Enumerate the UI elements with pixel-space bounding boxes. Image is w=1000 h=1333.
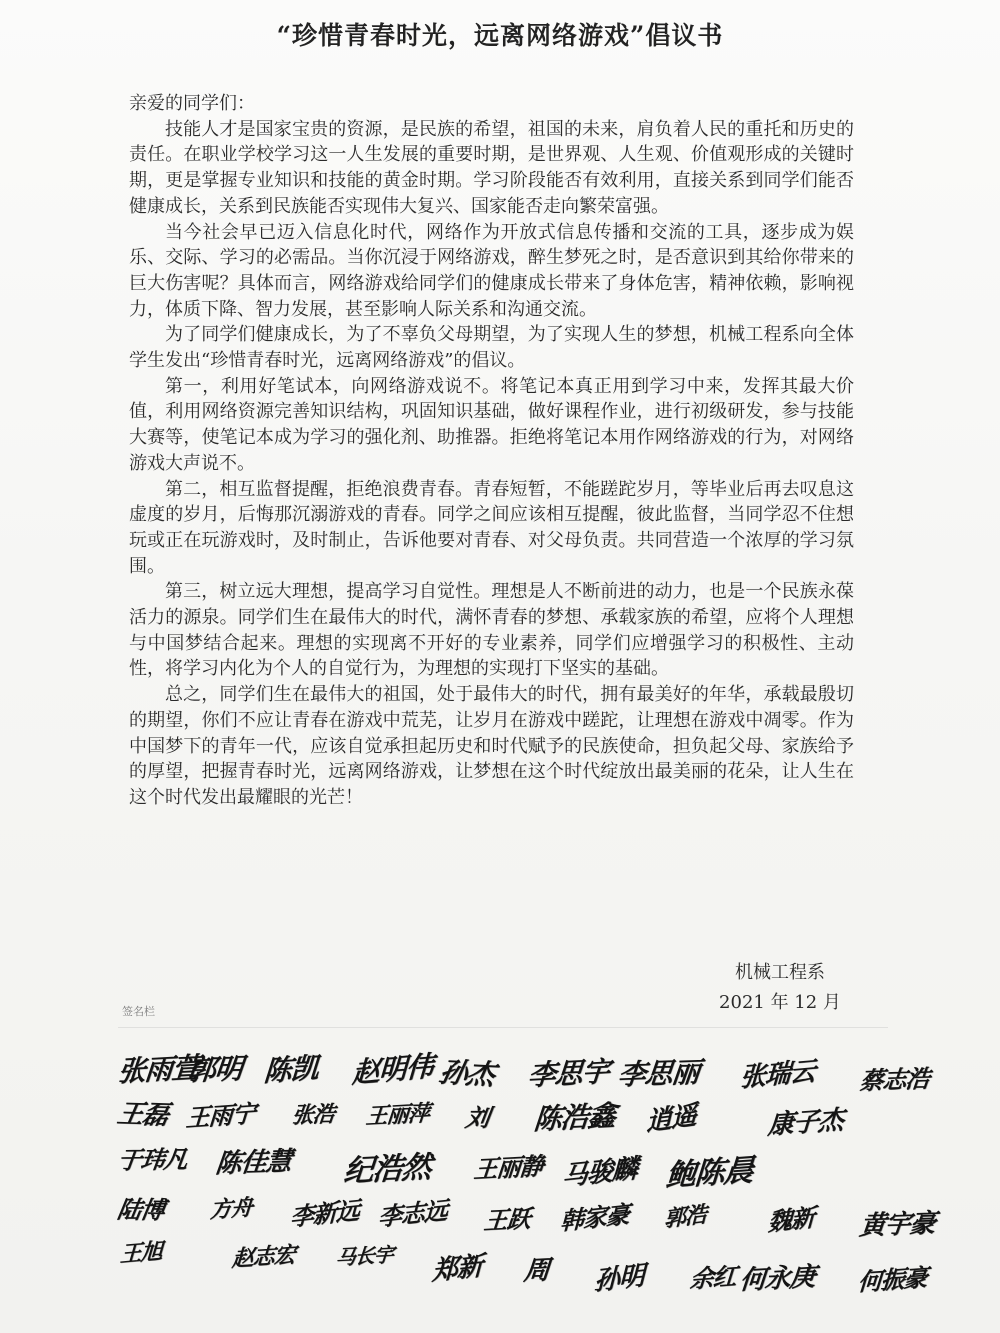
signature: 马骏麟 xyxy=(561,1153,638,1193)
signature: 陈浩鑫 xyxy=(532,1098,617,1137)
document-title: “珍惜青春时光，远离网络游戏”倡议书 xyxy=(276,21,724,50)
signature: 赵明伟 xyxy=(351,1049,434,1090)
signature: 鲍陈晨 xyxy=(664,1152,754,1195)
signature: 黄宇豪 xyxy=(858,1208,937,1242)
signature: 蔡志浩 xyxy=(858,1064,931,1096)
signature-label: 签名栏 xyxy=(122,1005,155,1018)
paragraph-proposal: 为了同学们健康成长，为了不辜负父母期望，为了实现人生的梦想，机械工程系向全体学生发出“珍惜青春时光，远离网络游戏”的倡议。 xyxy=(129,324,854,372)
signature: 郭明 xyxy=(186,1051,244,1088)
sign-off xyxy=(700,958,860,1018)
signature: 魏新 xyxy=(767,1203,815,1237)
signature: 刘 xyxy=(463,1104,491,1132)
signature: 王丽静 xyxy=(472,1152,544,1184)
signature: 周 xyxy=(522,1255,551,1287)
salutation: 亲爱的同学们： xyxy=(129,93,255,114)
signature: 郑新 xyxy=(431,1251,483,1287)
signature: 李志远 xyxy=(377,1196,448,1232)
signature: 方舟 xyxy=(209,1195,253,1224)
paragraph-conclusion: 总之，同学们生在最伟大的祖国，处于最伟大的时代，拥有最美好的年华，承载最殷切的期望，你们不应让青春在游戏中荒芜，让岁月在游戏中蹉跎，让理想在游戏中凋零。作为中国梦下的青年一代，应该自觉承担起历史和时代赋予的民族使命，担负起父母、家族给予的厚望，把握青春时光，远离网络游戏，让梦想在这个时代绽放出最美丽的花朵，让人生在这个时代发出最耀眼的光芒！ xyxy=(129,684,854,808)
signature: 李思丽 xyxy=(616,1055,701,1092)
signature-area xyxy=(0,1040,1000,1333)
signature: 逍遥 xyxy=(646,1100,696,1138)
signature: 李思宇 xyxy=(526,1054,611,1093)
signature: 何振豪 xyxy=(856,1263,928,1297)
signature: 王跃 xyxy=(482,1204,531,1236)
signature: 王雨宁 xyxy=(184,1099,256,1133)
paragraph-intro: 技能人才是国家宝贵的资源，是民族的希望，祖国的未来，肩负着人民的重托和历史的责任。在职业学校学习这一人生发展的重要时期，是世界观、人生观、价值观形成的关键时期，更是掌握专业知识和技能的黄金时期。学习阶段能否有效利用，直接关系到同学们能否健康成长，关系到民族能否实现伟大复兴、国家能否走向繁荣富强。 xyxy=(129,118,854,217)
paragraph-second: 第二，相互监督提醒，拒绝浪费青春。青春短暂，不能蹉跎岁月，等毕业后再去叹息这虚度的岁月，后悔那沉溺游戏的青春。同学之间应该相互提醒，彼此监督，当同学忍不住想玩或正在玩游戏时，及时制止，告诉他要对青春、对父母负责。共同营造一个浓厚的学习氛围。 xyxy=(129,478,854,577)
signature-divider xyxy=(118,1027,888,1028)
signature: 张浩 xyxy=(290,1102,336,1129)
signature: 王旭 xyxy=(119,1239,163,1268)
signature: 陈凯 xyxy=(262,1051,320,1089)
issue-date: 2021 年 12 月 xyxy=(719,992,841,1013)
signature: 张瑞云 xyxy=(739,1056,816,1094)
signature: 张雨萱 xyxy=(116,1050,201,1089)
signature: 何永庚 xyxy=(738,1261,817,1297)
signature: 马长宇 xyxy=(334,1242,394,1270)
paragraph-internet-age: 当今社会早已迈入信息化时代，网络作为开放式信息传播和交流的工具，逐步成为娱乐、交际、学习的必需品。当你沉浸于网络游戏，醉生梦死之时，是否意识到其给你带来的巨大伤害呢？具体而言，网络游戏给同学们的健康成长带来了身体危害，精神依赖，影响视力，体质下降、智力发展，甚至影响人际关系和沟通交流。 xyxy=(129,221,854,320)
signature: 孙杰 xyxy=(436,1055,497,1092)
signature: 李新远 xyxy=(289,1196,360,1232)
document-body xyxy=(129,91,854,811)
signature: 赵志宏 xyxy=(231,1242,296,1273)
signature: 陆博 xyxy=(115,1195,166,1225)
paragraph-third: 第三，树立远大理想，提高学习自觉性。理想是人不断前进的动力，也是一个民族永葆活力的源泉。同学们生在最伟大的时代，满怀青春的梦想、承载家族的希望，应将个人理想与中国梦结合起来。理想的实现离不开好的专业素养，同学们应增强学习的积极性、主动性，将学习内化为个人的自觉行为，为理想的实现打下坚实的基础。 xyxy=(129,581,854,680)
signature: 纪浩然 xyxy=(342,1149,433,1190)
signature: 孙明 xyxy=(593,1260,645,1298)
signature: 王丽萍 xyxy=(364,1101,430,1130)
signature: 王磊 xyxy=(114,1099,171,1131)
signature: 郭浩 xyxy=(663,1202,707,1233)
signature: 于玮凡 xyxy=(115,1145,189,1175)
signature: 陈佳慧 xyxy=(214,1146,293,1180)
paragraph-first: 第一，利用好笔试本，向网络游戏说不。将笔记本真正用到学习中来，发挥其最大价值，利用网络资源完善知识结构，巩固知识基础，做好课程作业，进行初级研发，参与技能大赛等，使笔记本成为学习的强化剂、助推器。拒绝将笔记本用作网络游戏的行为，对网络游戏大声说不。 xyxy=(129,375,854,474)
signature: 余红 xyxy=(688,1262,737,1294)
signature: 韩家豪 xyxy=(559,1200,630,1236)
issuer: 机械工程系 xyxy=(735,962,825,983)
signature: 康子杰 xyxy=(766,1105,844,1141)
